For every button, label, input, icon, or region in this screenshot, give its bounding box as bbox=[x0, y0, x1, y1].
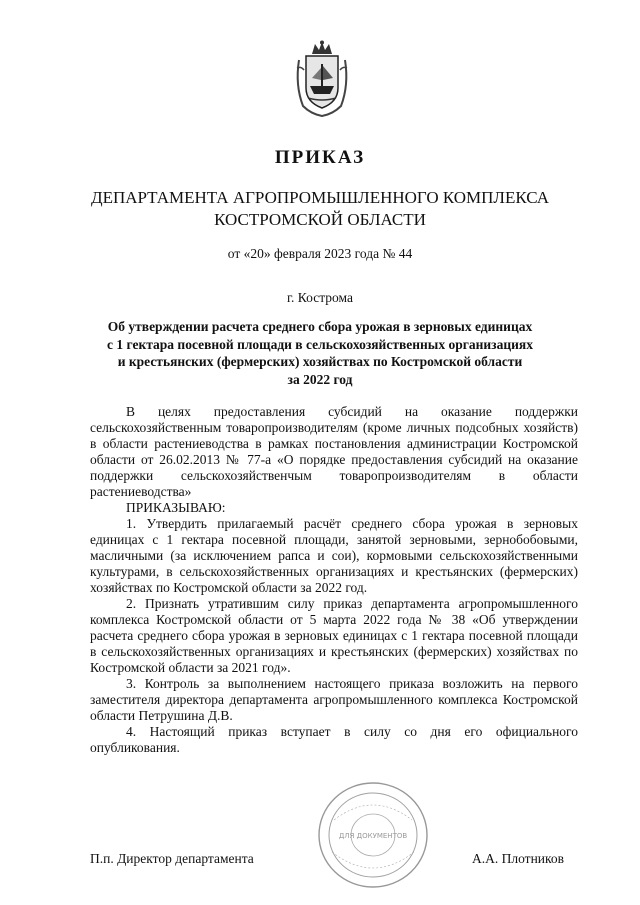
coat-of-arms-icon bbox=[293, 40, 351, 118]
preamble-paragraph: В целях предоставления субсидий на оказание поддержки сельскохозяйственным товаропроизводителям (кроме личных подсобных хозяйств) в области растениеводства в рамках постановления администрации Костромской области от 26.02.2013 № 77-а «О порядке предоставления субсидий на оказание поддержки сельскохозяйственчым товаропроизводителям в области растениеводства» bbox=[90, 404, 578, 499]
order-subject bbox=[80, 318, 560, 388]
subject-line: Об утверждении расчета среднего сбора урожая в зерновых единицах bbox=[107, 319, 533, 334]
department-line: КОСТРОМСКОЙ ОБЛАСТИ bbox=[214, 210, 426, 229]
stamp-text: ДЛЯ ДОКУМЕНТОВ bbox=[338, 832, 408, 840]
order-item-3: 3. Контроль за выполнением настоящего приказа возложить на первого заместителя директора департамента агропромышленного комплекса Костромской области Петрушина Д.В. bbox=[90, 676, 578, 723]
signer-position: П.п. Директор департамента bbox=[90, 851, 254, 866]
document-title: ПРИКАЗ bbox=[274, 147, 366, 168]
signer-name: А.А. Плотников bbox=[472, 851, 565, 866]
subject-line: и крестьянских (фермерских) хозяйствах по Костромской области bbox=[117, 354, 523, 369]
order-item-1: 1. Утвердить прилагаемый расчёт среднего сбора урожая в зерновых единицах с 1 гектара посевной площади, занятой зерновыми, зернобобовыми, масличными (за исключением рапса и сои), кормовыми сельскохозяйственными культурами, в сельскохозяйственных организациях и крестьянских (фермерских) хозяйствах по Костромской области за 2022 год. bbox=[90, 516, 578, 595]
order-date-number: от «20» февраля 2023 года № 44 bbox=[227, 246, 413, 261]
department-name bbox=[60, 187, 580, 231]
order-item-4: 4. Настоящий приказ вступает в силу со дня его официального опубликования. bbox=[90, 724, 578, 755]
subject-line: с 1 гектара посевной площади в сельскохозяйственных организациях bbox=[107, 336, 533, 352]
round-seal-icon bbox=[316, 780, 430, 890]
order-body bbox=[90, 404, 578, 756]
order-item-2: 2. Признать утратившим силу приказ департамента агропромышленного комплекса Костромской области от 5 марта 2022 года № 38 «Об утверждении расчета среднего сбора урожая в зерновых единицах с 1 гектара посевной площади в сельскохозяйственных организациях и крестьянских (фермерских) хозяйствах по Костромской области за 2021 год». bbox=[90, 596, 578, 675]
subject-line: за 2022 год bbox=[287, 371, 353, 387]
department-line: ДЕПАРТАМЕНТА АГРОПРОМЫШЛЕННОГО КОМПЛЕКСА bbox=[90, 188, 550, 207]
city: г. Кострома bbox=[287, 290, 353, 305]
order-word: ПРИКАЗЫВАЮ: bbox=[126, 500, 226, 515]
